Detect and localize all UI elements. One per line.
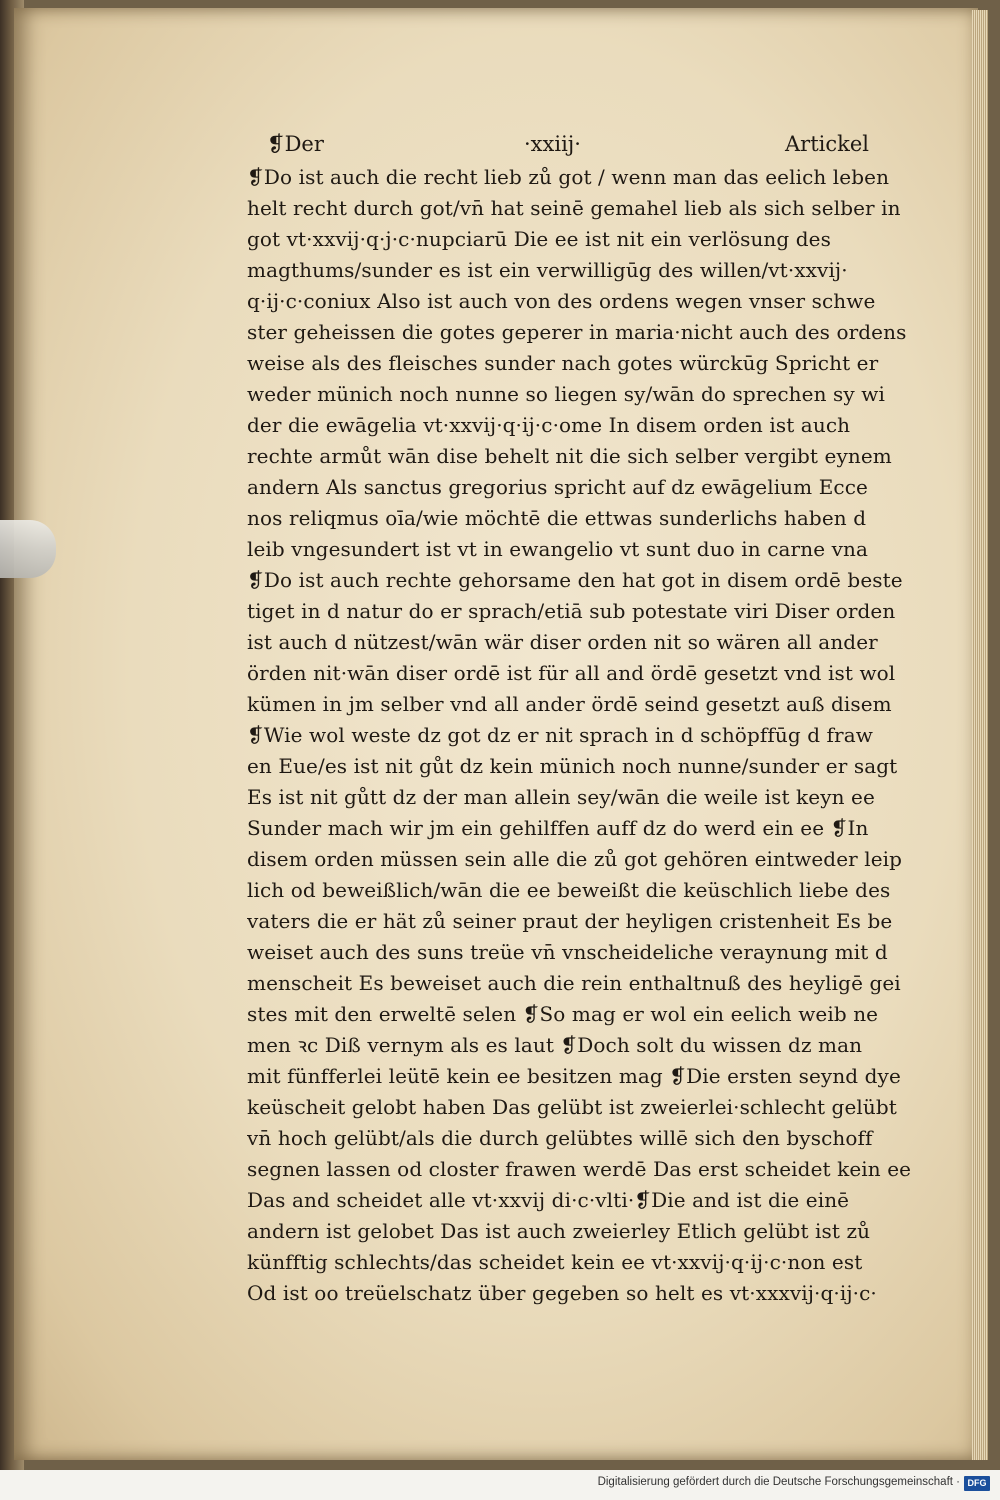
text-line: Es ist nit gůtt dz der man allein sey/wān die weile ist keyn ee bbox=[247, 785, 875, 809]
text-line: Sunder mach wir jm ein gehilffen auff dz do werd ein ee ❡In bbox=[247, 816, 869, 840]
text-line: weder münich noch nunne so liegen sy/wān do sprechen sy wi bbox=[247, 382, 885, 406]
text-line: q·ij·c·coniux Also ist auch von des ordens wegen vnser schwe bbox=[247, 289, 876, 313]
text-line: stes mit den erweltē selen ❡So mag er wol ein eelich weib ne bbox=[247, 1002, 879, 1026]
text-line: weiset auch des suns treüe vn̄ vnscheideliche veraynung mit d bbox=[247, 940, 888, 964]
text-line: ster geheissen die gotes geperer in maria·nicht auch des ordens bbox=[247, 320, 907, 344]
folio-number: ·xxiij· bbox=[524, 132, 581, 156]
text-line: mit fünfferlei leütē kein ee besitzen mag ❡Die ersten seynd dye bbox=[247, 1064, 901, 1088]
text-line: leib vngesundert ist vt in ewangelio vt sunt duo in carne vna bbox=[247, 537, 868, 561]
dfg-logo-icon: DFG bbox=[964, 1476, 990, 1491]
text-line: vn̄ hoch gelübt/als die durch gelübtes willē sich den byschoff bbox=[247, 1126, 873, 1150]
text-line: keüscheit gelobt haben Das gelübt ist zweierlei·schlecht gelübt bbox=[247, 1095, 897, 1119]
text-line: helt recht durch got/vn̄ hat seinē gemahel lieb als sich selber in bbox=[247, 196, 901, 220]
text-line: nos reliqmus oīa/wie möchtē die ettwas sunderlichs haben d bbox=[247, 506, 867, 530]
text-line: rechte armůt wān dise behelt nit die sich selber vergibt eynem bbox=[247, 444, 892, 468]
text-line: lich od beweißlich/wān die ee beweißt die keüschlich liebe des bbox=[247, 878, 891, 902]
footer-bar bbox=[0, 1470, 1000, 1500]
text-line: menscheit Es beweiset auch die rein enthaltnuß des heyligē gei bbox=[247, 971, 901, 995]
text-line: tiget in d natur do er sprach/etiā sub potestate viri Diser orden bbox=[247, 599, 896, 623]
text-line: ist auch d nützest/wān wär diser orden nit so wären all ander bbox=[247, 630, 878, 654]
text-line: örden nit·wān diser ordē ist für all and ördē gesetzt vnd ist wol bbox=[247, 661, 896, 685]
book-page bbox=[14, 8, 978, 1460]
text-line: Das and scheidet alle vt·xxvij di·c·vlti·❡Die and ist die einē bbox=[247, 1188, 850, 1212]
text-line: kümen in jm selber vnd all ander ördē seind gesetzt auß disem bbox=[247, 692, 892, 716]
text-line: segnen lassen od closter frawen werdē Das erst scheidet kein ee bbox=[247, 1157, 912, 1181]
text-line: ❡Wie wol weste dz got dz er nit sprach in d schöpffūg d fraw bbox=[247, 723, 873, 747]
text-line: ❡Do ist auch rechte gehorsame den hat got in disem ordē beste bbox=[247, 568, 903, 592]
running-header-left: ❡Der bbox=[267, 132, 324, 156]
page-fore-edge bbox=[972, 10, 988, 1460]
text-line: men ꝛc Diß vernym als es laut ❡Doch solt du wissen dz man bbox=[247, 1033, 863, 1057]
text-line: weise als des fleisches sunder nach gotes würckūg Spricht er bbox=[247, 351, 879, 375]
text-line: magthums/sunder es ist ein verwilligūg des willen/vt·xxvij· bbox=[247, 258, 848, 282]
text-line: der die ewāgelia vt·xxvij·q·ij·c·ome In disem orden ist auch bbox=[247, 413, 851, 437]
book-clasp bbox=[0, 520, 56, 578]
text-line: künfftig schlechts/das scheidet kein ee vt·xxvij·q·ij·c·non est bbox=[247, 1250, 863, 1274]
text-line: Od ist oo treüelschatz über gegeben so helt es vt·xxxvij·q·ij·c· bbox=[247, 1281, 877, 1305]
text-line: vaters die er hät zů seiner praut der heyligen cristenheit Es be bbox=[247, 909, 893, 933]
text-line: got vt·xxvij·q·j·c·nupciarū Die ee ist nit ein verlösung des bbox=[247, 227, 831, 251]
running-header-right: Artickel bbox=[785, 132, 869, 156]
text-block bbox=[247, 132, 917, 1305]
text-line: ❡Do ist auch die recht lieb zů got / wenn man das eelich leben bbox=[247, 165, 890, 189]
text-line: disem orden müssen sein alle die zů got gehören eintweder leip bbox=[247, 847, 903, 871]
text-line: en Eue/es ist nit gůt dz kein münich noch nunne/sunder er sagt bbox=[247, 754, 898, 778]
text-line: andern Als sanctus gregorius spricht auf dz ewāgelium Ecce bbox=[247, 475, 868, 499]
funding-notice: Digitalisierung gefördert durch die Deutsche Forschungsgemeinschaft · bbox=[597, 1476, 960, 1488]
text-line: andern ist gelobet Das ist auch zweierley Etlich gelübt ist zů bbox=[247, 1219, 871, 1243]
